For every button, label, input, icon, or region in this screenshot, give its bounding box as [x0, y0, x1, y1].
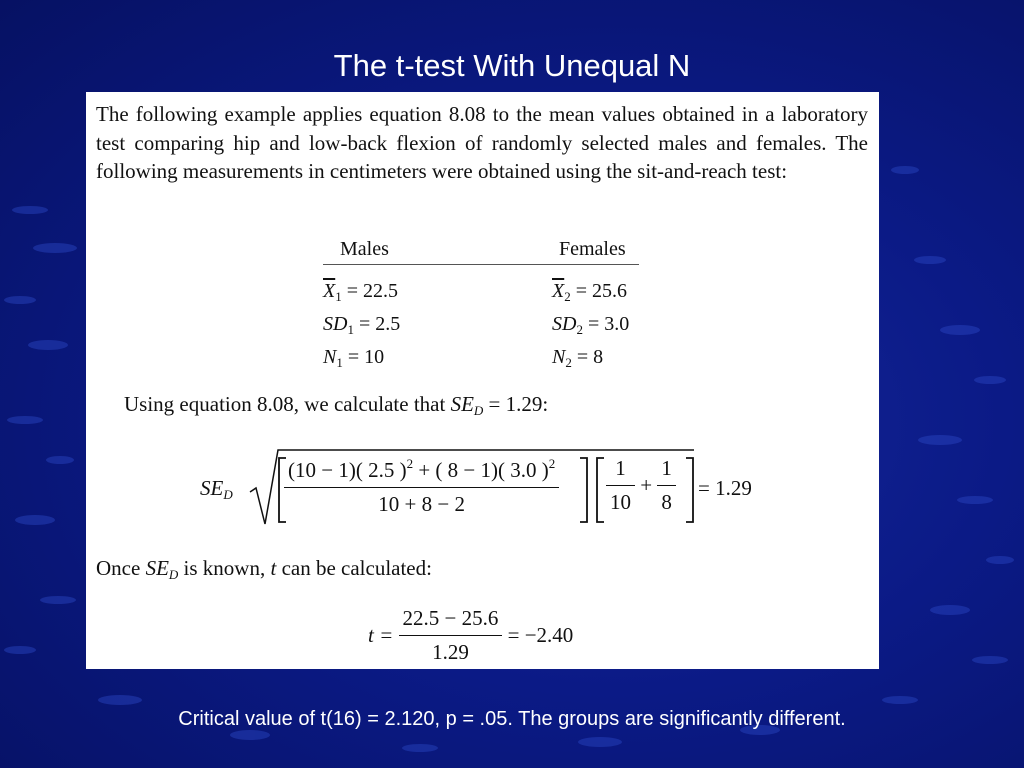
t-equation [368, 606, 573, 665]
male-sd-value: = 2.5 [358, 313, 401, 335]
se-lhs [200, 476, 233, 503]
t-lhs: t = [368, 623, 394, 647]
left-bracket [594, 456, 606, 524]
females-header: Females [559, 238, 626, 260]
plus-sign: + [640, 473, 653, 497]
fraction-numerator: 1 [657, 456, 676, 486]
se-subscript: D [223, 487, 233, 502]
males-header: Males [340, 238, 389, 260]
se-symbol: SE [450, 392, 474, 416]
group-subscript: 2 [576, 322, 583, 337]
group-subscript: 1 [347, 322, 354, 337]
t-result: = −2.40 [507, 623, 574, 647]
se-result: = 1.29 [698, 476, 752, 500]
group-subscript: 1 [336, 355, 343, 370]
se-symbol: SE [200, 476, 224, 500]
group-subscript: 1 [335, 289, 342, 304]
n-symbol: N [552, 346, 566, 368]
critical-value-note: Critical value of t(16) = 2.120, p = .05. The groups are significantly different. [178, 708, 846, 730]
male-sd [323, 313, 400, 338]
n-symbol: N [323, 346, 337, 368]
variance-fraction [284, 456, 559, 517]
sentence-text: is known, [178, 556, 271, 580]
male-mean [323, 280, 398, 305]
sd-symbol: SD [323, 313, 348, 335]
female-n-value: = 8 [576, 346, 604, 368]
fraction-denominator: 8 [661, 490, 672, 514]
variance-denominator: 10 + 8 − 2 [378, 492, 465, 516]
sentence-t-intro [96, 556, 432, 583]
female-sd-value: = 3.0 [587, 313, 630, 335]
slide-title: The t-test With Unequal N [333, 48, 691, 83]
sd-symbol: SD [552, 313, 577, 335]
sentence-text: = 1.29: [483, 392, 549, 416]
t-numerator: 22.5 − 25.6 [399, 606, 503, 636]
se-subscript: D [168, 567, 179, 582]
sentence-text: can be calculated: [276, 556, 432, 580]
t-denominator: 1.29 [432, 640, 469, 664]
mean-symbol: $\overline{X}$ [552, 280, 565, 302]
mean-symbol: $\overline{X}$ [323, 280, 336, 302]
intro-paragraph: The following example applies equation 8.08 to the mean values obtained in a laboratory test comparing hip and low-back flexion of randomly selected males and females. The following measurements in centimeters were obtained using the sit-and-reach test: [96, 102, 868, 183]
female-mean [552, 280, 627, 305]
sentence-text: Using equation 8.08, we calculate that [124, 392, 451, 416]
se-subscript: D [473, 403, 484, 418]
female-sd [552, 313, 629, 338]
female-n [552, 346, 603, 371]
sentence-text: Once [96, 556, 146, 580]
right-bracket [578, 456, 590, 524]
male-n [323, 346, 384, 371]
variance-numerator: (10 − 1)( 2.5 )$^2$ + ( 8 − 1)( 3.0 )$^2$ [284, 456, 559, 488]
female-mean-value: = 25.6 [575, 280, 627, 302]
right-bracket [684, 456, 696, 524]
fraction-denominator: 10 [610, 490, 631, 514]
group-subscript: 2 [565, 355, 572, 370]
se-symbol: SE [145, 556, 169, 580]
content-panel [86, 92, 879, 669]
male-n-value: = 10 [347, 346, 385, 368]
table-header-rule [323, 264, 639, 265]
t-symbol: t [270, 556, 277, 580]
male-mean-value: = 22.5 [346, 280, 398, 302]
sample-size-fractions [606, 456, 676, 515]
fraction-numerator: 1 [606, 456, 635, 486]
group-subscript: 2 [564, 289, 571, 304]
sentence-se-intro [124, 392, 548, 419]
